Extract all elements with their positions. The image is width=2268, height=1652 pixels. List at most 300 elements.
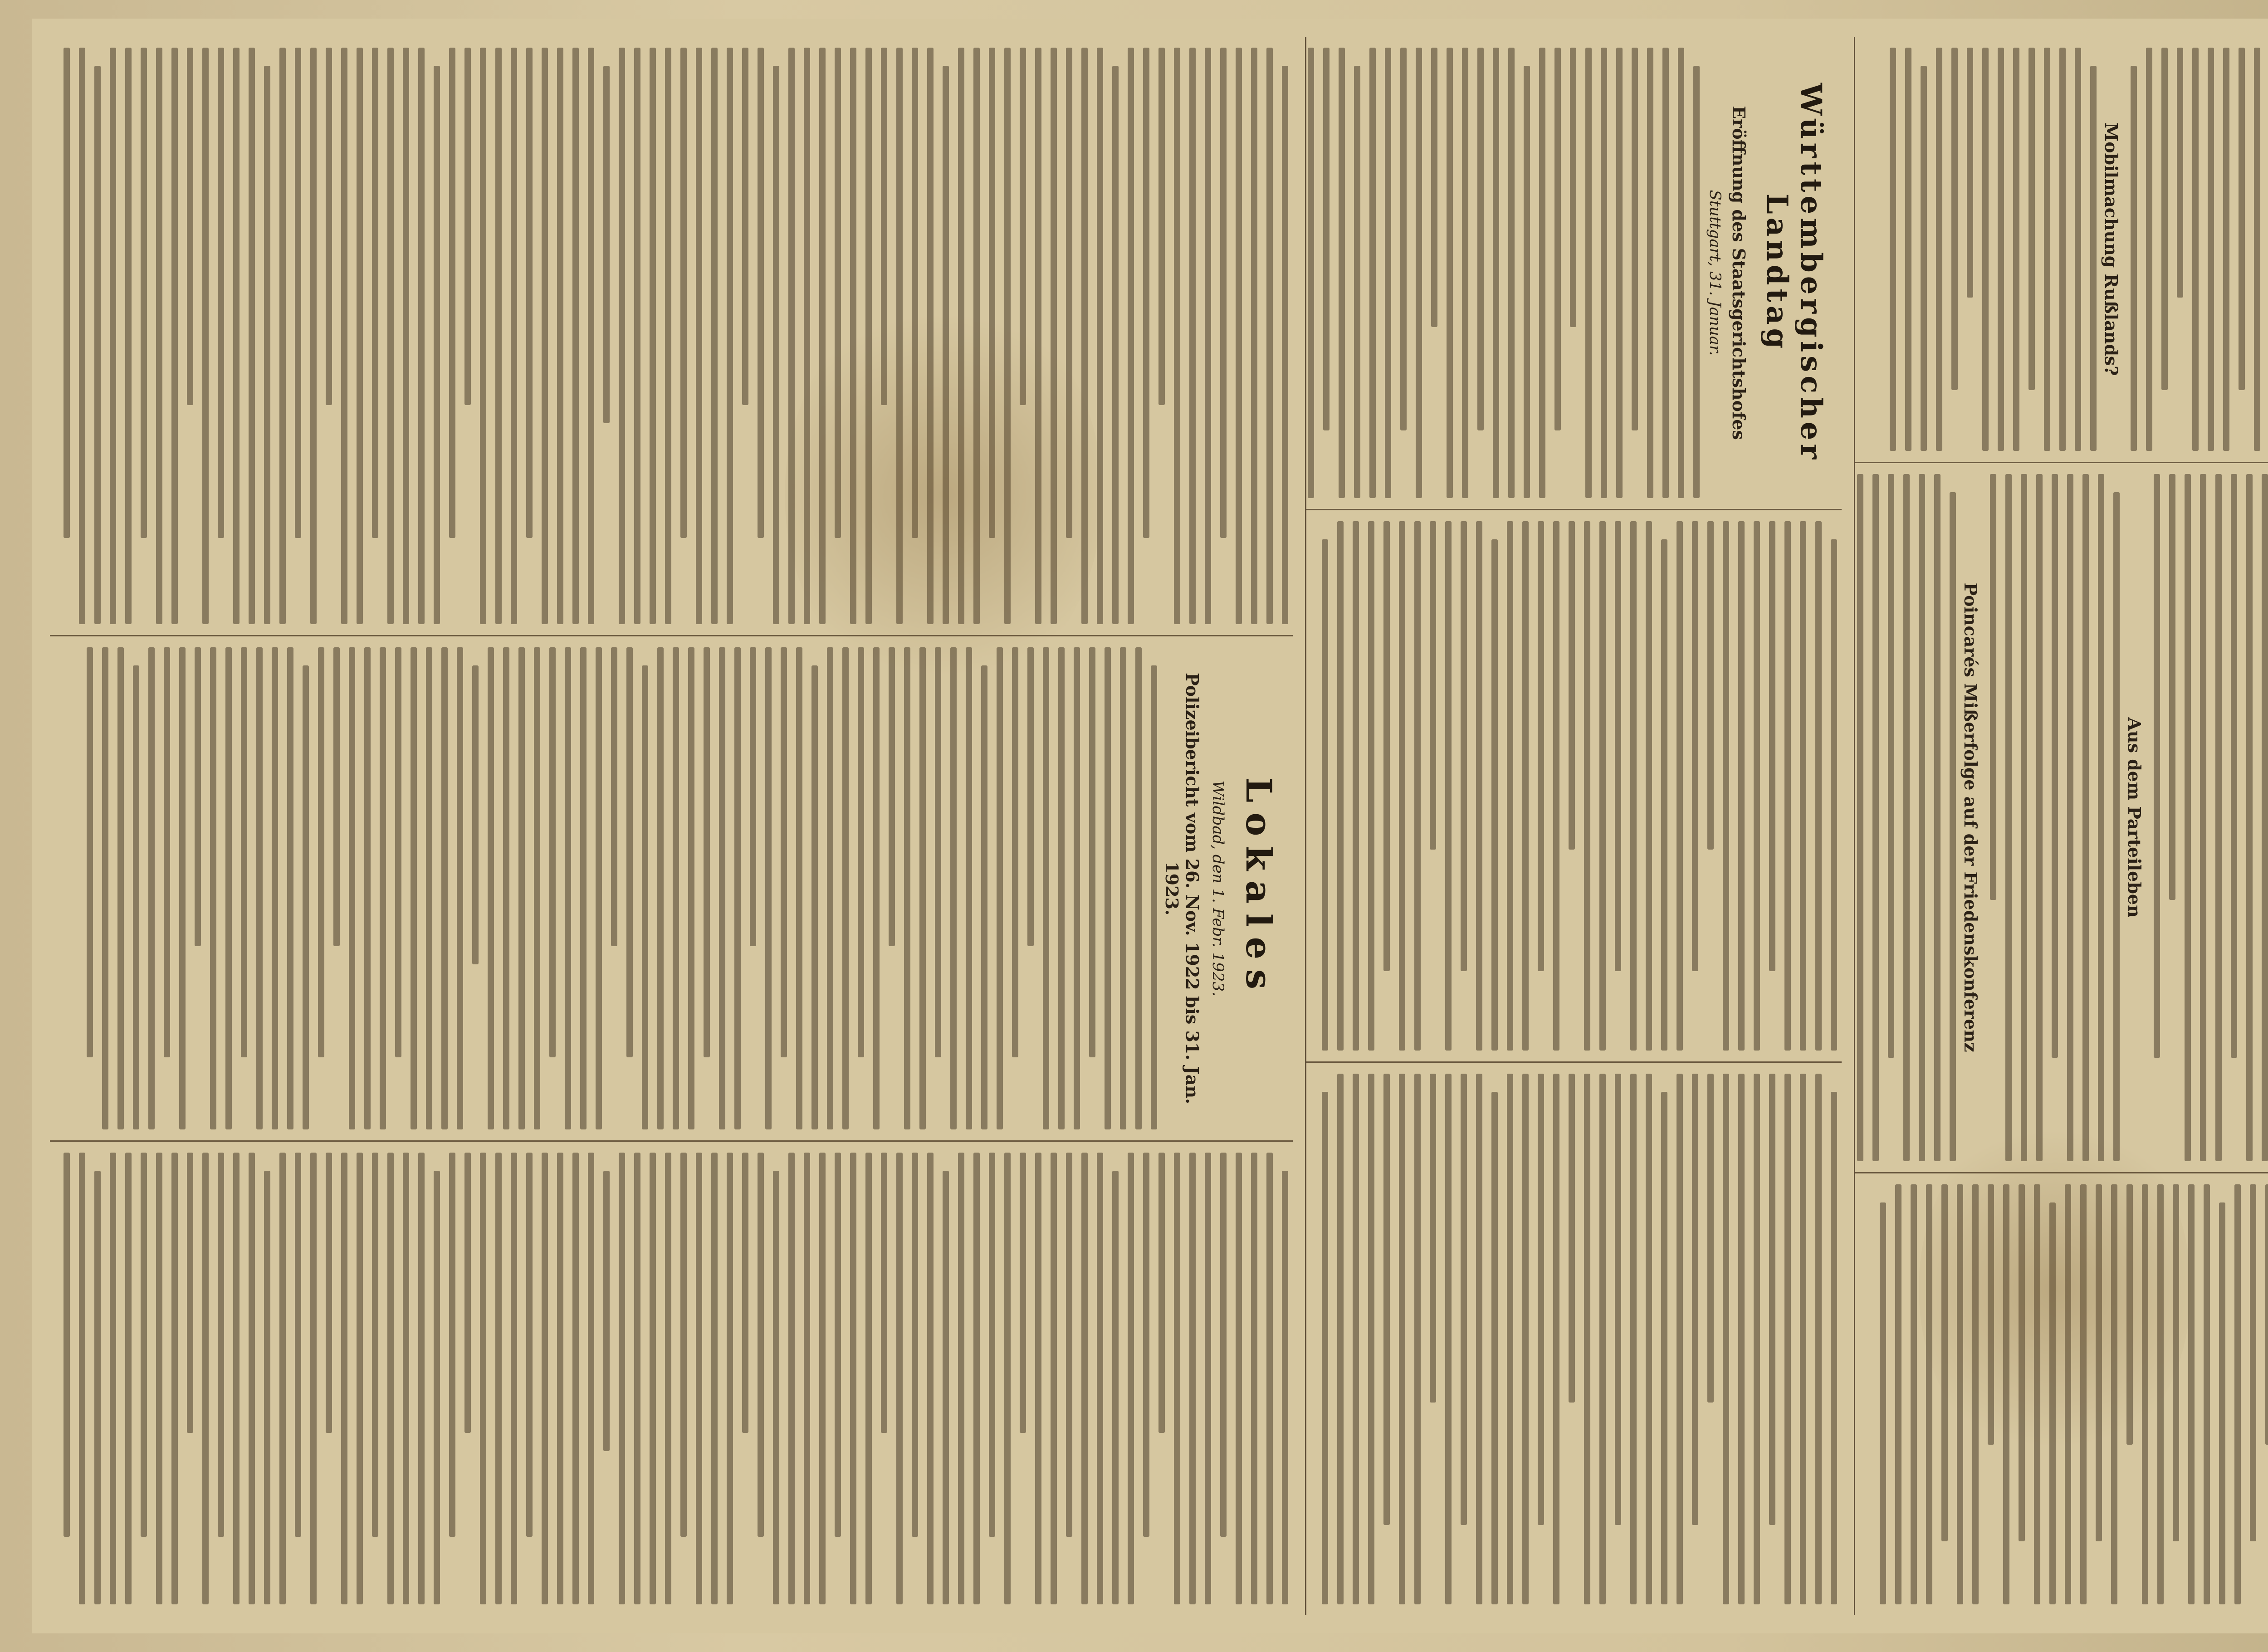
text-line [2177, 48, 2183, 298]
text-line [1738, 521, 1745, 1051]
text-line [665, 48, 671, 624]
text-line [657, 647, 664, 1129]
text-line [233, 1153, 240, 1604]
band-middle [1306, 37, 1842, 1615]
text-block [1990, 474, 2120, 1161]
text-line [1888, 474, 1894, 1058]
text-line [233, 48, 240, 624]
text-line [711, 1153, 718, 1604]
text-line [341, 48, 347, 624]
text-line [896, 1153, 903, 1604]
text-line [1414, 1074, 1421, 1604]
text-line [1205, 48, 1211, 624]
text-line [596, 647, 602, 1129]
text-line [1921, 66, 1927, 451]
text-line [680, 48, 687, 538]
text-line [1143, 48, 1149, 538]
text-line [542, 48, 548, 624]
text-line [117, 647, 124, 1129]
text-block [64, 1153, 1288, 1604]
text-line [1097, 1153, 1103, 1604]
text-line [1584, 1074, 1590, 1604]
text-line [1251, 48, 1257, 624]
text-line [102, 647, 108, 1129]
text-line [2200, 474, 2206, 1161]
text-line [958, 1153, 964, 1604]
text-line [1368, 521, 1374, 1051]
text-line [1205, 1153, 1211, 1604]
wuerttemberg-subhead: Mobilmachung Rußlands? [2101, 122, 2121, 376]
text-line [1692, 1074, 1698, 1525]
text-line [1322, 1092, 1328, 1604]
text-line [418, 1153, 425, 1604]
text-line [1476, 1074, 1482, 1604]
text-line [727, 1153, 733, 1604]
text-line [1538, 521, 1544, 971]
text-line [650, 48, 656, 624]
text-block [1308, 48, 1700, 498]
text-line [603, 1171, 610, 1451]
text-line [1416, 48, 1422, 498]
text-line [1569, 521, 1575, 850]
text-line [603, 66, 610, 423]
text-line [634, 1153, 640, 1604]
text-line [1043, 647, 1049, 1129]
text-line [2223, 48, 2229, 451]
text-line [141, 1153, 147, 1537]
column-wuerttemberg [1855, 37, 2268, 463]
text-line [1950, 492, 1956, 1161]
text-line [773, 1171, 779, 1604]
text-block [2131, 48, 2268, 451]
text-line [403, 1153, 409, 1604]
text-line [1905, 48, 1911, 451]
text-line [249, 1153, 255, 1604]
text-line [87, 647, 93, 1057]
text-line [673, 647, 679, 1129]
text-line [634, 48, 640, 624]
text-line [611, 647, 617, 946]
text-line [796, 647, 802, 1129]
text-line [1236, 1153, 1242, 1604]
text-line [1585, 48, 1592, 498]
lokales-heading: Lokales [1238, 777, 1279, 999]
text-line [1903, 474, 1910, 1161]
text-line [94, 1171, 101, 1604]
text-line [1990, 474, 1996, 900]
text-line [1522, 1074, 1529, 1604]
text-line [588, 48, 594, 624]
text-line [943, 1171, 949, 1604]
text-line [195, 647, 201, 946]
text-line [1754, 521, 1760, 1051]
text-line [372, 48, 378, 538]
neue-nachrichten-subhead: Aus dem Parteileben [2124, 717, 2145, 918]
text-line [804, 1153, 810, 1604]
text-line [495, 1153, 502, 1604]
text-line [973, 1153, 980, 1604]
text-line [1220, 1153, 1227, 1537]
text-line [518, 647, 525, 1129]
text-line [734, 647, 741, 1129]
text-line [2044, 48, 2050, 451]
text-line [1189, 1153, 1196, 1604]
text-line [534, 647, 540, 1129]
text-line [927, 1153, 934, 1604]
paper-stain [785, 291, 1102, 699]
text-line [865, 1153, 872, 1604]
column-middle-news [1306, 510, 1842, 1063]
text-line [1027, 647, 1034, 946]
text-line [1308, 48, 1314, 498]
text-line [1476, 521, 1482, 1051]
text-line [387, 1153, 394, 1604]
text-line [341, 1153, 347, 1604]
text-line [1081, 1153, 1088, 1604]
text-line [295, 1153, 301, 1537]
text-line [1616, 48, 1623, 498]
text-line [357, 48, 363, 624]
text-line [1353, 521, 1359, 1051]
text-line [380, 647, 386, 1129]
text-line [819, 1153, 826, 1604]
text-line [1723, 521, 1729, 1051]
text-line [1491, 539, 1498, 1051]
text-line [1800, 1074, 1806, 1604]
text-line [171, 1153, 178, 1604]
text-line [133, 665, 139, 1129]
text-line [1461, 521, 1467, 971]
text-line [2188, 1184, 2195, 1604]
text-line [2208, 48, 2214, 451]
row-middle [1305, 37, 1842, 1615]
text-line [2262, 474, 2268, 1161]
text-line [426, 647, 432, 1129]
text-line [2254, 48, 2260, 451]
text-line [1383, 1074, 1390, 1525]
neue-nachrichten-subhead: Poincarés Mißerfolge auf der Friedenskonferenz [1960, 582, 1981, 1052]
text-line [1151, 665, 1157, 1129]
text-line [680, 1153, 687, 1537]
text-line [141, 48, 147, 538]
text-block [64, 48, 1288, 624]
text-line [1266, 1153, 1273, 1604]
text-line [2067, 474, 2073, 1161]
band-bottom [50, 37, 1293, 1615]
text-line [873, 647, 880, 1129]
text-line [1385, 48, 1391, 498]
text-line [1693, 66, 1700, 498]
text-line [881, 1153, 887, 1433]
text-line [2250, 1184, 2256, 1541]
paper-stain [1919, 1107, 2191, 1470]
text-line [1477, 48, 1484, 430]
text-line [395, 647, 401, 1057]
text-line [480, 48, 486, 624]
column-bottom-left [50, 37, 1293, 636]
text-line [1368, 1074, 1374, 1604]
text-line [94, 66, 101, 624]
text-line [357, 1153, 363, 1604]
text-line [1112, 1171, 1119, 1604]
text-line [1445, 521, 1452, 1051]
text-line [511, 1153, 517, 1604]
text-line [758, 48, 764, 538]
text-line [125, 1153, 132, 1604]
text-line [202, 48, 209, 624]
text-line [1769, 521, 1775, 971]
text-line [835, 1153, 841, 1537]
text-line [811, 665, 818, 1129]
text-line [1570, 48, 1576, 327]
text-line [619, 1153, 625, 1604]
text-line [2239, 48, 2245, 390]
text-line [1553, 521, 1559, 1051]
text-line [2052, 474, 2058, 1058]
text-line [1251, 1153, 1257, 1604]
text-line [1399, 521, 1405, 1051]
text-line [1400, 48, 1407, 430]
text-line [464, 1153, 471, 1433]
text-line [1857, 474, 1863, 1161]
lokales-dateline: Wildbad, den 1. Febr. 1923. [1209, 780, 1227, 997]
text-line [704, 647, 710, 1057]
text-line [171, 48, 178, 624]
text-line [1662, 48, 1669, 498]
text-line [1784, 521, 1791, 1051]
text-block [1322, 1074, 1837, 1604]
text-line [349, 647, 355, 1129]
text-line [387, 48, 394, 624]
text-line [1661, 1092, 1667, 1604]
text-line [318, 647, 324, 1057]
text-line [480, 1153, 486, 1604]
text-line [1880, 1202, 1886, 1604]
column-neue-nachrichten [1855, 463, 2268, 1173]
text-line [1524, 66, 1530, 498]
text-line [179, 647, 186, 1129]
text-line [187, 48, 193, 405]
text-line [919, 647, 926, 1129]
text-line [2090, 66, 2097, 451]
text-line [1936, 48, 1942, 451]
text-line [1462, 48, 1468, 498]
text-line [557, 1153, 563, 1604]
text-line [488, 647, 494, 1129]
text-line [1599, 1074, 1606, 1604]
text-line [164, 647, 170, 1057]
text-line [256, 647, 263, 1129]
text-line [464, 48, 471, 405]
text-line [1189, 48, 1196, 624]
text-line [1569, 1074, 1575, 1403]
text-line [989, 1153, 995, 1537]
text-line [1430, 521, 1436, 850]
text-line [64, 48, 70, 538]
text-line [1282, 66, 1288, 624]
text-line [781, 647, 787, 1057]
column-landtag [1306, 37, 1842, 510]
text-line [372, 1153, 378, 1537]
text-line [225, 647, 232, 1129]
landtag-heading: Württembergischer Landtag [1760, 83, 1828, 463]
text-line [1539, 48, 1545, 498]
text-line [1158, 48, 1165, 405]
text-line [1584, 521, 1590, 1051]
text-line [1322, 539, 1328, 1051]
text-line [1784, 1074, 1791, 1604]
text-line [727, 48, 733, 624]
text-line [858, 647, 864, 1057]
text-line [1553, 1074, 1559, 1604]
text-line [1507, 521, 1513, 1051]
text-line [788, 1153, 795, 1604]
text-line [2215, 474, 2222, 1161]
text-line [572, 48, 579, 624]
text-line [1890, 48, 1896, 451]
text-line [1158, 1153, 1165, 1433]
text-line [1632, 48, 1638, 430]
text-line [287, 647, 293, 1129]
text-line [1445, 1074, 1452, 1604]
text-line [1677, 521, 1683, 1051]
text-line [619, 48, 625, 624]
text-line [557, 48, 563, 624]
text-line [2231, 474, 2237, 1058]
text-line [1399, 1074, 1405, 1604]
text-line [2021, 474, 2027, 1161]
column-lokales [50, 636, 1293, 1142]
text-line [1128, 1153, 1134, 1604]
text-line [1369, 48, 1376, 498]
text-line [1615, 1074, 1621, 1525]
text-block [1322, 521, 1837, 1051]
text-line [1507, 1074, 1513, 1604]
text-line [457, 647, 463, 1129]
text-line [1754, 1074, 1760, 1604]
text-line [210, 647, 216, 1129]
text-line [79, 48, 85, 624]
text-line [264, 1171, 270, 1604]
text-line [842, 647, 849, 1129]
text-block [2154, 474, 2268, 1161]
text-line [1661, 539, 1667, 1051]
text-line [1982, 48, 1989, 451]
text-line [1538, 1074, 1544, 1525]
text-line [156, 1153, 162, 1604]
text-line [2028, 48, 2035, 390]
text-line [1004, 1153, 1011, 1604]
text-line [1120, 647, 1126, 1129]
text-line [79, 1153, 85, 1604]
text-line [2219, 1202, 2225, 1604]
text-line [758, 1153, 764, 1537]
text-line [110, 48, 116, 624]
text-line [403, 48, 409, 624]
text-line [750, 647, 756, 946]
text-line [1919, 474, 1925, 1161]
text-line [110, 1153, 116, 1604]
text-line [950, 647, 957, 1129]
text-line [1630, 1074, 1637, 1604]
column-middle-right [1306, 1063, 1842, 1615]
text-line [1800, 521, 1806, 1051]
text-line [279, 1153, 286, 1604]
polizeibericht-subhead: Polizeibericht vom 26. Nov. 1922 bis 31. Jan. 1923. [1162, 673, 1202, 1105]
text-block [1855, 474, 1956, 1161]
text-line [1414, 521, 1421, 1051]
text-line [688, 647, 694, 1129]
text-line [2005, 474, 2012, 1161]
text-line [1872, 474, 1879, 1161]
text-line [1337, 1074, 1344, 1604]
text-line [2082, 474, 2089, 1161]
text-line [1174, 1153, 1180, 1604]
text-line [326, 1153, 332, 1433]
text-line [449, 1153, 455, 1537]
text-line [1266, 48, 1273, 624]
text-line [1035, 1153, 1041, 1604]
text-line [1707, 521, 1714, 850]
text-line [1089, 647, 1095, 1057]
text-line [1601, 48, 1607, 498]
text-line [542, 1153, 548, 1604]
text-line [449, 48, 455, 538]
text-line [272, 647, 278, 1129]
text-line [2036, 474, 2043, 1161]
text-line [1074, 647, 1080, 1129]
text-line [2131, 66, 2137, 451]
text-line [1174, 48, 1180, 624]
text-line [719, 647, 725, 1129]
text-line [742, 48, 748, 405]
text-line [279, 48, 286, 624]
text-line [2234, 1184, 2241, 1604]
text-line [935, 647, 941, 1057]
text-line [1911, 1184, 1917, 1604]
text-line [565, 647, 571, 1129]
text-line [1967, 48, 1973, 298]
text-line [580, 647, 587, 1129]
text-line [1615, 521, 1621, 971]
text-line [904, 647, 910, 1129]
newspaper-sheet [32, 19, 2268, 1633]
text-line [1236, 48, 1242, 624]
text-line [1707, 1074, 1714, 1403]
text-line [264, 66, 270, 624]
text-line [1508, 48, 1515, 498]
text-line [434, 1171, 440, 1604]
text-line [2146, 48, 2152, 451]
text-line [1353, 1074, 1359, 1604]
text-line [495, 48, 502, 624]
text-line [1951, 48, 1958, 390]
text-line [156, 48, 162, 624]
text-line [1339, 48, 1345, 498]
text-line [696, 1153, 702, 1604]
text-line [711, 48, 718, 624]
text-line [526, 48, 533, 538]
text-line [2185, 474, 2191, 1161]
text-line [1934, 474, 1941, 1161]
text-line [665, 1153, 671, 1604]
text-line [310, 1153, 317, 1604]
text-line [148, 647, 155, 1129]
text-line [364, 647, 371, 1129]
text-line [1998, 48, 2004, 451]
text-line [1599, 521, 1606, 1051]
text-line [1105, 647, 1111, 1129]
